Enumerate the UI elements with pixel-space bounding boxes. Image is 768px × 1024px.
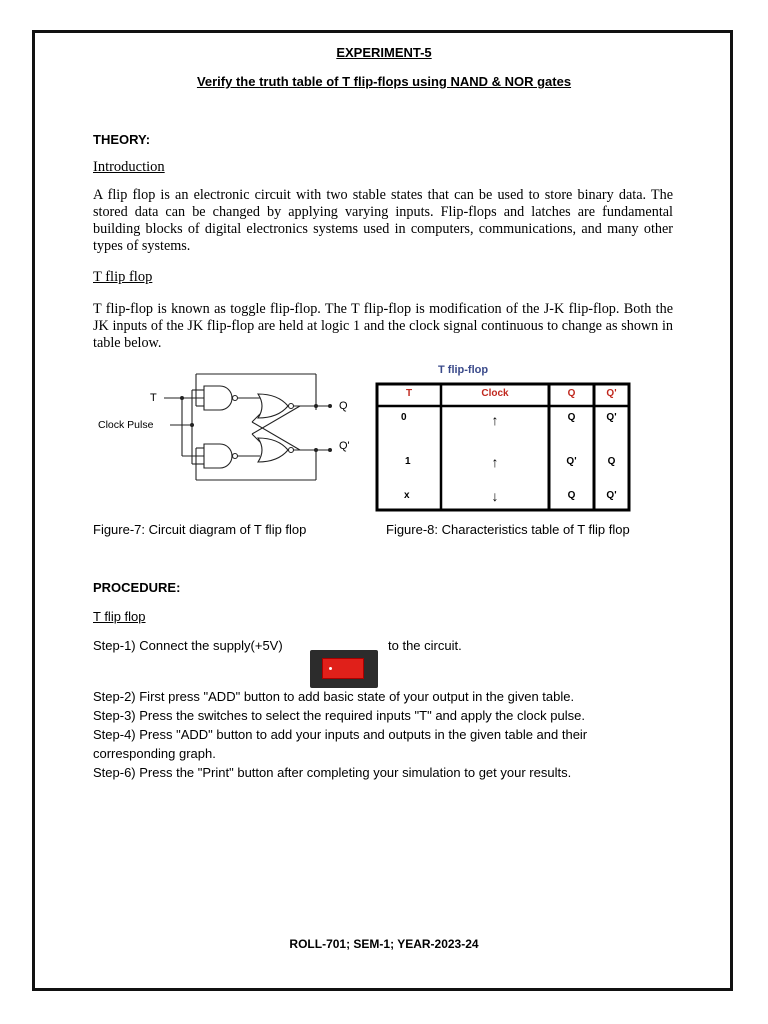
char-row2-q: Q' <box>566 456 577 467</box>
experiment-number: EXPERIMENT-5 <box>336 45 432 60</box>
introduction-paragraph: A flip flop is an electronic circuit with two stable states that can be used to store binary data. The stored data can be changed by applying varying inputs. Flip-flops and latches are fundamental building blocks of digital electronics systems used in computers, communications, and many other types of systems. <box>93 187 673 254</box>
figure-7-caption: Figure-7: Circuit diagram of T flip flop <box>93 522 307 537</box>
t-flip-flop-circuit-diagram <box>92 368 362 490</box>
step-1-suffix: to the circuit. <box>388 638 462 653</box>
char-row3-q: Q <box>567 490 576 501</box>
char-row2-t: 1 <box>405 456 411 467</box>
step-1-text: Step-1) Connect the supply(+5V) <box>93 638 283 653</box>
procedure-subheading: T flip flop <box>93 609 146 624</box>
figure-8-caption: Figure-8: Characteristics table of T flip flop <box>386 522 630 537</box>
char-row1-t: 0 <box>401 412 407 423</box>
step-4-continuation: corresponding graph. <box>93 746 216 761</box>
char-row3-t: x <box>404 490 410 501</box>
char-header-qbar: Q' <box>606 388 617 399</box>
char-header-clock: Clock <box>481 388 509 399</box>
introduction-heading: Introduction <box>93 159 165 175</box>
char-header-q: Q <box>567 388 576 399</box>
circuit-output-qbar: Q' <box>339 440 350 452</box>
char-row1-qbar: Q' <box>606 412 617 423</box>
step-2-text: Step-2) First press "ADD" button to add basic state of your output in the given table. <box>93 689 575 704</box>
theory-heading: THEORY: <box>93 132 151 147</box>
t-flip-flop-heading: T flip flop <box>93 269 153 285</box>
circuit-input-t: T <box>150 392 157 404</box>
circuit-clock-label: Clock Pulse <box>98 419 154 431</box>
step-3-text: Step-3) Press the switches to select the required inputs "T" and apply the clock pulse. <box>93 708 585 723</box>
step-6-text: Step-6) Press the "Print" button after completing your simulation to get your results. <box>93 765 572 780</box>
footer-roll-info: ROLL-701; SEM-1; YEAR-2023-24 <box>289 937 479 951</box>
char-row3-qbar: Q' <box>606 490 617 501</box>
step-4-text: Step-4) Press "ADD" button to add your inputs and outputs in the given table and their <box>93 727 588 742</box>
switch-dot <box>329 667 332 670</box>
characteristics-table <box>375 382 631 512</box>
char-row1-clock: ↑ <box>491 412 499 428</box>
char-header-t: T <box>405 388 413 399</box>
experiment-title: Verify the truth table of T flip-flops using NAND & NOR gates <box>196 74 572 89</box>
char-row3-clock: ↓ <box>491 488 499 504</box>
circuit-output-q: Q <box>339 400 348 412</box>
switch-rocker <box>322 658 364 679</box>
char-table-title: T flip-flop <box>438 364 489 376</box>
power-switch-icon <box>310 650 378 688</box>
char-row1-q: Q <box>567 412 576 423</box>
char-row2-clock: ↑ <box>491 454 499 470</box>
t-flip-flop-paragraph: T flip-flop is known as toggle flip-flop. The T flip-flop is modification of the J-K flip-flop. Both the JK inputs of the JK flip-flop are held at logic 1 and the clock signal continuous to change as shown in table below. <box>93 301 673 351</box>
char-row2-qbar: Q <box>607 456 616 467</box>
procedure-heading: PROCEDURE: <box>93 580 181 595</box>
